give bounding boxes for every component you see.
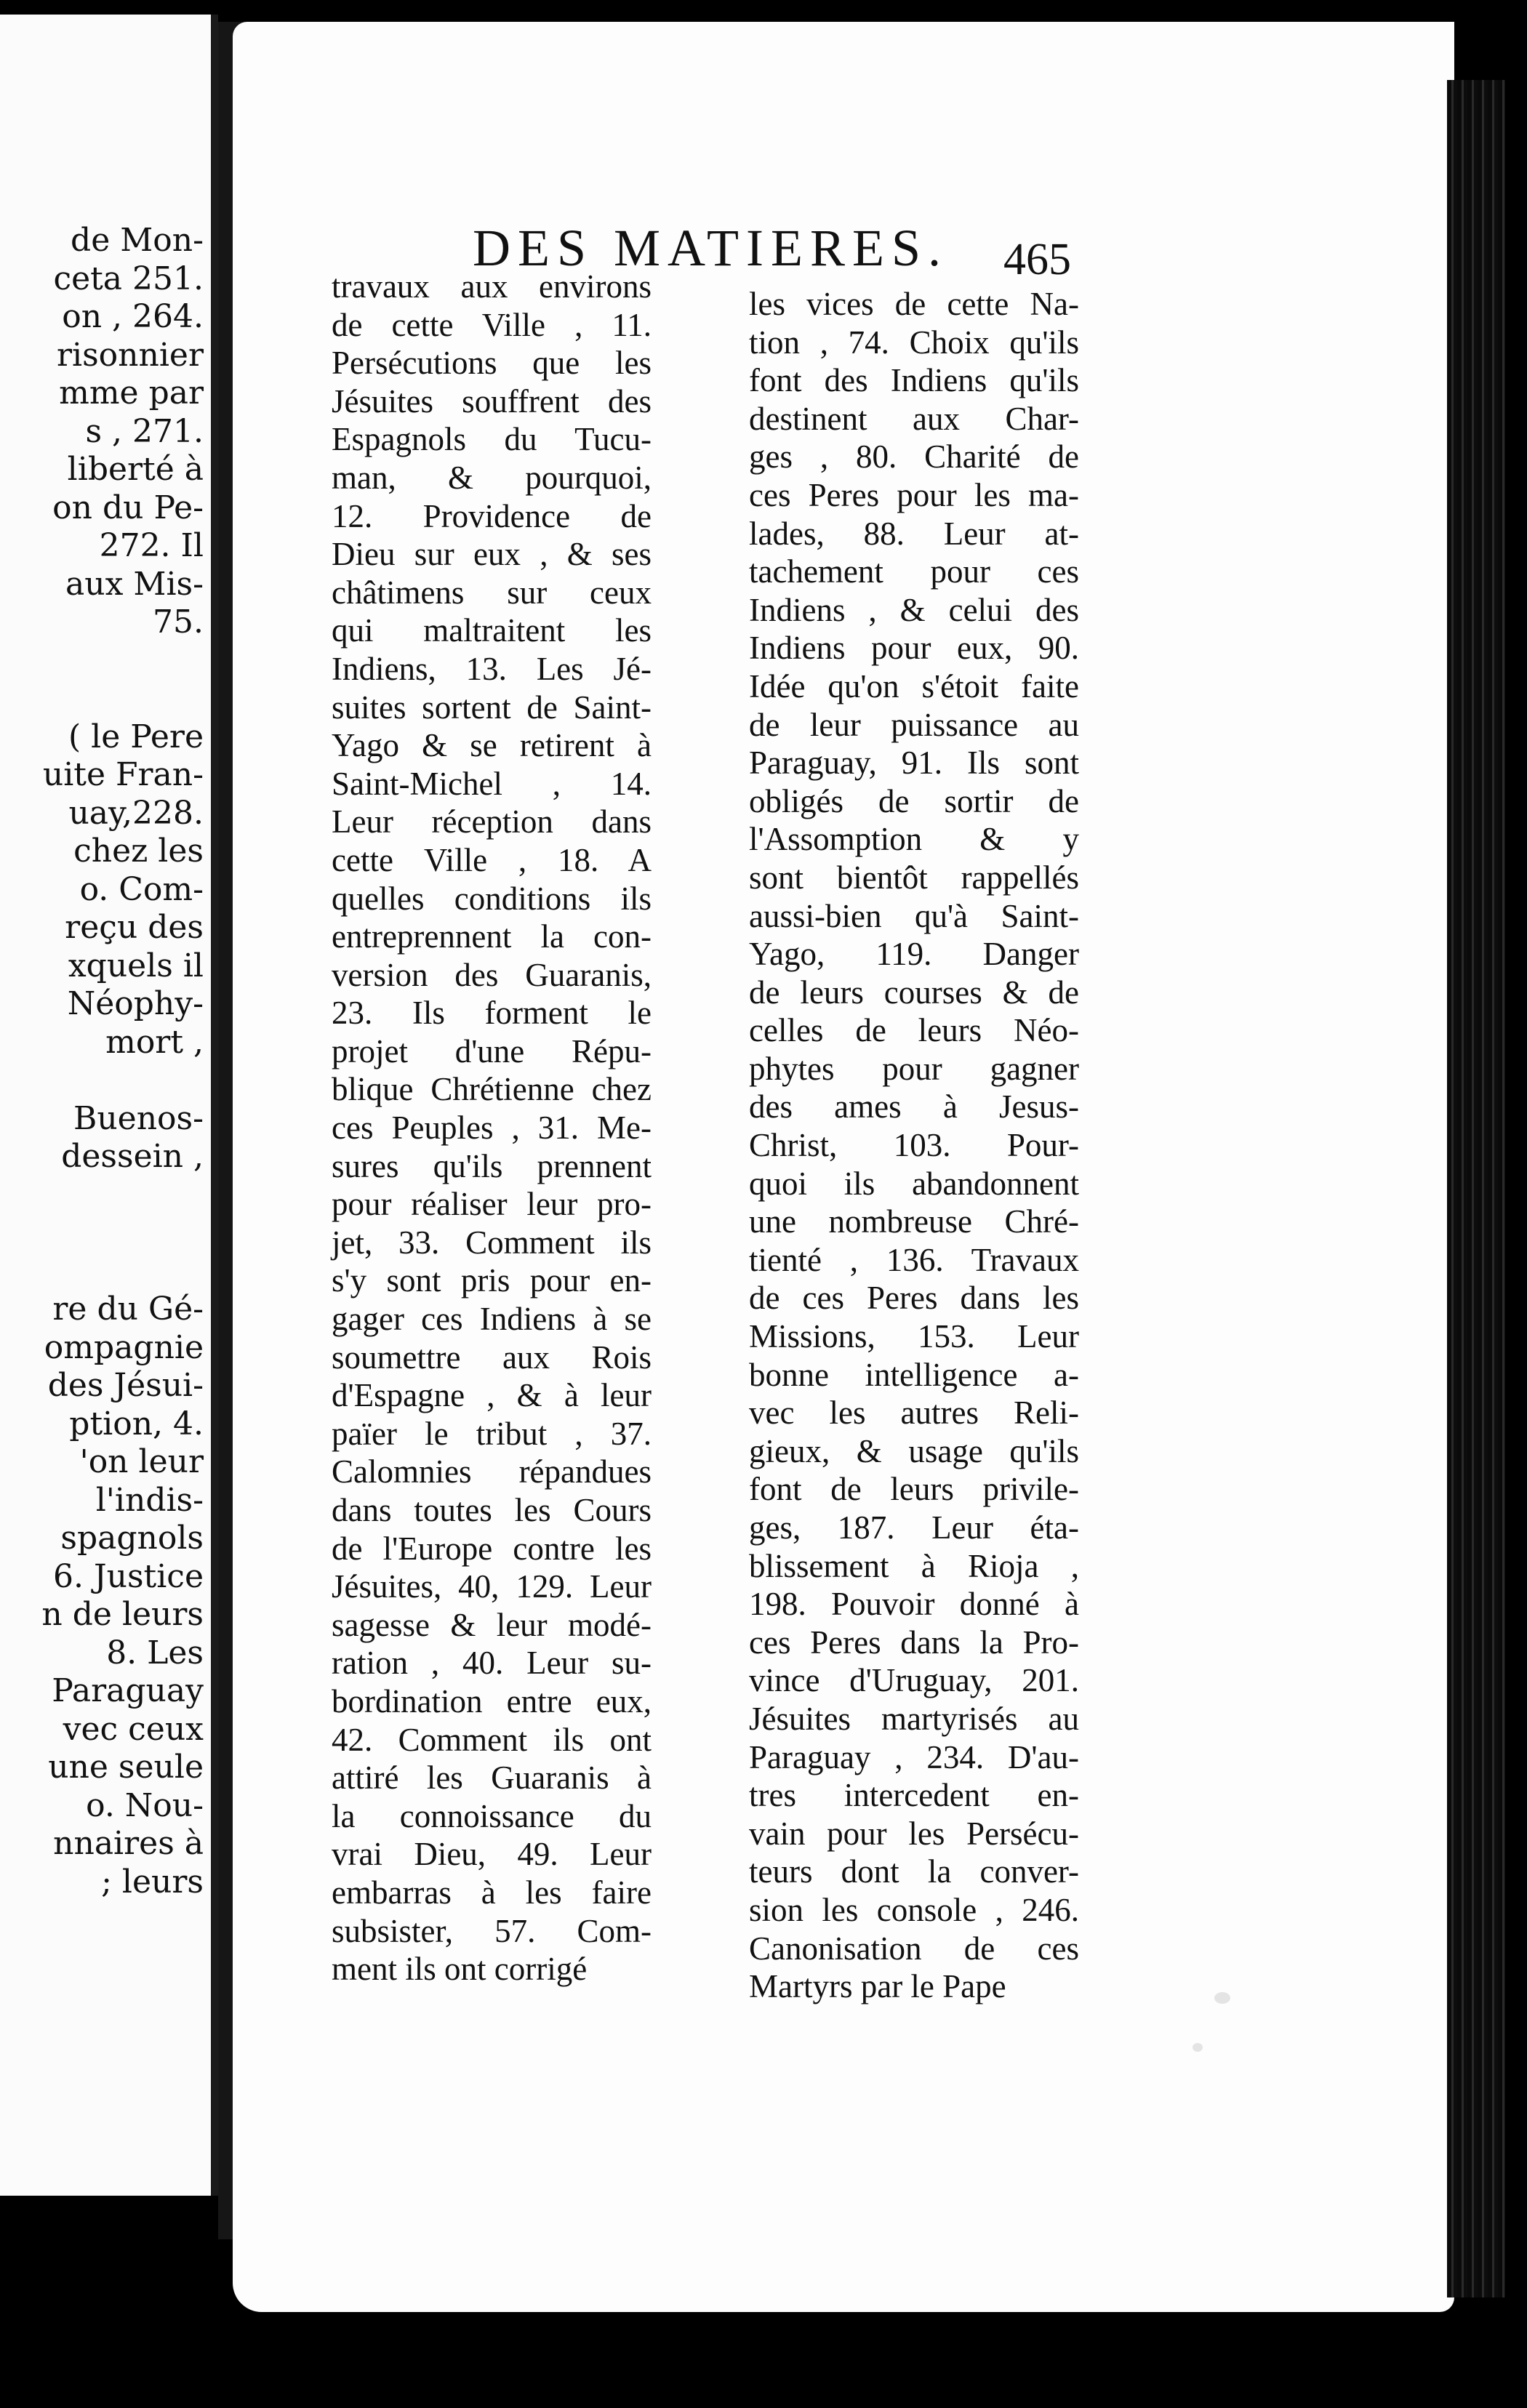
left-facing-page xyxy=(0,15,218,2196)
left-page-line xyxy=(0,1214,204,1253)
left-page-line: on , 264. xyxy=(62,298,204,335)
index-line: Indiens, 13. Les Jé- xyxy=(332,650,652,687)
index-line: cette Ville , 18. A xyxy=(332,841,652,878)
index-line: subsister, 57. Com- xyxy=(332,1912,652,1949)
index-line: man, & pourquoi, xyxy=(332,459,652,496)
index-line: teurs dont la conver- xyxy=(749,1853,1079,1890)
left-page-line: Néophy- xyxy=(67,985,204,1022)
index-line: Idée qu'on s'étoit faite xyxy=(749,667,1079,705)
index-line: phytes pour gagner xyxy=(749,1050,1079,1087)
index-line: Espagnols du Tucu- xyxy=(332,421,652,458)
index-line: attiré les Guaranis à xyxy=(332,1759,652,1797)
index-line: soumettre aux Rois xyxy=(332,1339,652,1376)
index-line: quoi ils abandonnent xyxy=(749,1165,1079,1202)
left-page-line: des Jésui- xyxy=(47,1367,204,1404)
left-page-line: ( le Pere xyxy=(68,718,204,755)
index-line: d'Espagne , & à leur xyxy=(332,1377,652,1414)
index-line: ces Peres dans la Pro- xyxy=(749,1624,1079,1661)
index-line: Christ, 103. Pour- xyxy=(749,1127,1079,1164)
index-line: la connoissance du xyxy=(332,1797,652,1834)
index-line: aussi-bien qu'à Saint- xyxy=(749,897,1079,934)
index-line: travaux aux environs xyxy=(332,268,652,305)
index-line: ces Peuples , 31. Me- xyxy=(332,1109,652,1147)
left-page-line: spagnols xyxy=(60,1520,204,1557)
left-page-line: une seule xyxy=(48,1749,204,1786)
left-page-line: l'indis- xyxy=(95,1481,204,1519)
index-line: vain pour les Persécu- xyxy=(749,1815,1079,1852)
index-line: Canonisation de ces xyxy=(749,1930,1079,1967)
left-page-line: de Mon- xyxy=(71,222,204,259)
index-line: bordination entre eux, xyxy=(332,1682,652,1719)
index-line: bonne intelligence a- xyxy=(749,1356,1079,1393)
index-line: vrai Dieu, 49. Leur xyxy=(332,1836,652,1873)
left-page-line: o. Nou- xyxy=(86,1786,204,1824)
left-page-line: Paraguay xyxy=(52,1672,204,1709)
left-page-line xyxy=(0,642,204,681)
index-line: ces Peres pour les ma- xyxy=(749,476,1079,513)
index-line: blissement à Rioja , xyxy=(749,1547,1079,1584)
index-line: blique Chrétienne chez xyxy=(332,1071,652,1108)
index-line: de leur puissance au xyxy=(749,706,1079,743)
index-line: Leur réception dans xyxy=(332,803,652,840)
index-line: une nombreuse Chré- xyxy=(749,1203,1079,1240)
index-line: 12. Providence de xyxy=(332,497,652,534)
left-page-line: reçu des xyxy=(65,909,204,946)
running-title: DES MATIERES. xyxy=(473,219,949,277)
left-page-line: chez les xyxy=(73,832,204,870)
left-page-line: 8. Les xyxy=(106,1634,204,1671)
left-page-line: risonnier xyxy=(57,336,204,374)
index-line: ration , 40. Leur su- xyxy=(332,1645,652,1682)
index-line: Jésuites martyrisés au xyxy=(749,1700,1079,1737)
index-line: sagesse & leur modé- xyxy=(332,1606,652,1643)
index-line: Dieu sur eux , & ses xyxy=(332,536,652,573)
index-line: les vices de cette Na- xyxy=(749,286,1079,322)
index-line: 198. Pouvoir donné à xyxy=(749,1586,1079,1623)
left-page-line: re du Gé- xyxy=(52,1291,204,1328)
left-page-line: 'on leur xyxy=(79,1443,204,1480)
index-line: embarras à les faire xyxy=(332,1874,652,1911)
index-column-2 xyxy=(749,285,1079,2006)
left-page-line xyxy=(0,1253,204,1291)
left-page-line: mme par xyxy=(59,374,204,412)
index-line: lades, 88. Leur at- xyxy=(749,515,1079,552)
page-number: 465 xyxy=(1003,235,1071,284)
index-line: tienté , 136. Travaux xyxy=(749,1241,1079,1278)
index-line: celles de leurs Néo- xyxy=(749,1012,1079,1049)
index-line: Persécutions que les xyxy=(332,345,652,382)
index-line: pour réaliser leur pro- xyxy=(332,1186,652,1223)
index-line: des ames à Jesus- xyxy=(749,1088,1079,1125)
index-line: Jésuites, 40, 129. Leur xyxy=(332,1568,652,1605)
left-page-line: nnaires à xyxy=(53,1825,204,1862)
left-page-line: s , 271. xyxy=(85,412,204,450)
index-line: ment ils ont corrigé xyxy=(332,1951,588,1988)
index-line: quelles conditions ils xyxy=(332,880,652,917)
left-page-line: vec ceux xyxy=(63,1710,204,1748)
left-page-line: 75. xyxy=(153,603,204,641)
page-edge xyxy=(1447,80,1505,2297)
paper-stain xyxy=(1193,2043,1203,2052)
index-line: 23. Ils forment le xyxy=(332,995,652,1032)
left-page-line xyxy=(0,680,204,718)
left-page-line xyxy=(0,1176,204,1215)
index-line: Paraguay, 91. Ils sont xyxy=(749,745,1079,782)
index-line: de cette Ville , 11. xyxy=(332,306,652,343)
index-line: projet d'une Répu- xyxy=(332,1032,652,1069)
index-line: sion les console , 246. xyxy=(749,1891,1079,1928)
index-line: jet, 33. Comment ils xyxy=(332,1224,652,1261)
left-page-line: xquels il xyxy=(68,947,204,984)
index-line: de ces Peres dans les xyxy=(749,1280,1079,1317)
paper-stain xyxy=(1214,1992,1230,2004)
left-page-line: on du Pe- xyxy=(52,489,204,526)
index-line: païer le tribut , 37. xyxy=(332,1415,652,1452)
index-line: châtimens sur ceux xyxy=(332,574,652,611)
left-page-line: ompagnie xyxy=(44,1328,204,1366)
index-line: sont bientôt rappellés xyxy=(749,859,1079,896)
index-line: ges , 80. Charité de xyxy=(749,438,1079,475)
left-page-line: dessein , xyxy=(61,1138,204,1175)
index-line: Indiens pour eux, 90. xyxy=(749,630,1079,667)
index-line: l'Assomption & y xyxy=(749,821,1079,858)
index-line: dans toutes les Cours xyxy=(332,1492,652,1528)
index-line: suites sortent de Saint- xyxy=(332,689,652,726)
index-line: entreprennent la con- xyxy=(332,918,652,955)
index-line: tachement pour ces xyxy=(749,553,1079,590)
index-line: vec les autres Reli- xyxy=(749,1394,1079,1432)
index-line: sures qu'ils prennent xyxy=(332,1147,652,1184)
index-line: font de leurs privile- xyxy=(749,1471,1079,1508)
left-page-line: Buenos- xyxy=(73,1099,204,1137)
left-page-line: uite Fran- xyxy=(42,756,204,793)
index-line: vince d'Uruguay, 201. xyxy=(749,1662,1079,1699)
left-page-line: liberté à xyxy=(67,451,204,488)
index-line: Paraguay , 234. D'au- xyxy=(749,1738,1079,1775)
index-line: Calomnies répandues xyxy=(332,1453,652,1490)
left-page-line: mort , xyxy=(105,1023,204,1061)
index-line: font des Indiens qu'ils xyxy=(749,362,1079,399)
left-page-line: o. Com- xyxy=(79,870,204,908)
index-line: Missions, 153. Leur xyxy=(749,1318,1079,1355)
index-line: gieux, & usage qu'ils xyxy=(749,1432,1079,1469)
index-line: destinent aux Char- xyxy=(749,400,1079,437)
index-line: Yago & se retirent à xyxy=(332,727,652,764)
index-line: version des Guaranis, xyxy=(332,956,652,993)
left-page-text xyxy=(0,222,204,1901)
left-page-line: 6. Justice xyxy=(53,1557,204,1595)
index-line: de leurs courses & de xyxy=(749,974,1079,1011)
index-line: Saint-Michel , 14. xyxy=(332,765,652,802)
left-page-line: n de leurs xyxy=(41,1596,204,1633)
index-line: qui maltraitent les xyxy=(332,612,652,649)
index-line: 42. Comment ils ont xyxy=(332,1721,652,1758)
index-column-1 xyxy=(332,268,652,1988)
index-line: de l'Europe contre les xyxy=(332,1530,652,1567)
index-line: obligés de sortir de xyxy=(749,782,1079,819)
index-line: Yago, 119. Danger xyxy=(749,936,1079,973)
index-line: ges, 187. Leur éta- xyxy=(749,1509,1079,1546)
index-line: gager ces Indiens à se xyxy=(332,1301,652,1338)
index-line: Jésuites souffrent des xyxy=(332,382,652,420)
left-page-line: ; leurs xyxy=(101,1863,204,1901)
left-page-line: ceta 251. xyxy=(53,260,204,297)
left-page-line: uay,228. xyxy=(68,794,204,832)
left-page-line: ption, 4. xyxy=(69,1405,204,1442)
left-page-line: aux Mis- xyxy=(65,565,204,603)
index-line: tion , 74. Choix qu'ils xyxy=(749,324,1079,361)
index-line: s'y sont pris pour en- xyxy=(332,1262,652,1299)
left-page-line: 272. Il xyxy=(99,527,204,564)
index-line: Indiens , & celui des xyxy=(749,591,1079,628)
left-page-line xyxy=(0,1061,204,1100)
index-line: tres intercedent en- xyxy=(749,1777,1079,1814)
index-line: Martyrs par le Pape xyxy=(749,1968,1006,2005)
